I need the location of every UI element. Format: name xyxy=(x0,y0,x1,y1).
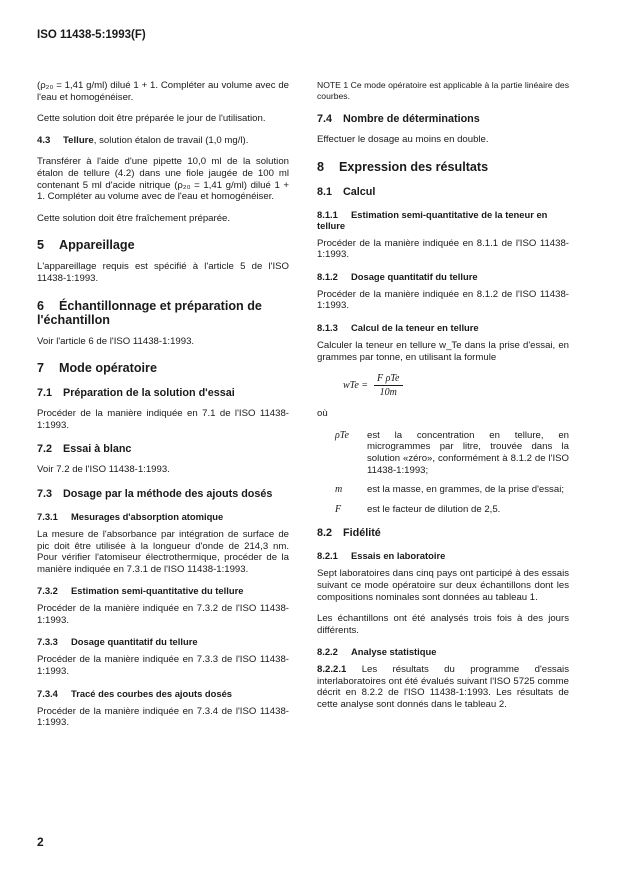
page-number: 2 xyxy=(37,835,44,849)
paragraph: Les échantillons ont été analysés trois fois à des jours différents. xyxy=(317,613,569,636)
formula-numerator: F ρTe xyxy=(374,373,403,386)
formula-fraction xyxy=(374,373,403,398)
heading-6: 6 Échantillonnage et préparation de l'échantillon xyxy=(37,298,262,327)
clause-text: Les résultats du programme d'essais interlaboratoires ont été évalués suivant l'ISO 5725 comme décrit en 8.2.2 de l'ISO 11438-1:1993. Les résultats de cette analyse sont donnés dans le tableau 2. xyxy=(317,664,569,711)
formula-lhs: wTe = xyxy=(343,380,368,392)
heading-7-1: 7.1 Préparation de la solution d'essai xyxy=(37,387,235,400)
heading-7: 7 Mode opératoire xyxy=(37,361,157,376)
note-1: NOTE 1 Ce mode opératoire est applicable à la partie linéaire des courbes. xyxy=(317,80,569,101)
heading-5: 5 Appareillage xyxy=(37,238,135,253)
paragraph: L'appareillage requis est spécifié à l'article 5 de l'ISO 11438-1:1993. xyxy=(37,261,289,284)
paragraph: (ρ₂₀ = 1,41 g/ml) dilué 1 + 1. Compléter au volume avec de l'eau et homogénéiser. xyxy=(37,80,289,103)
heading-7-2: 7.2 Essai à blanc xyxy=(37,443,132,456)
paragraph: Effectuer le dosage au moins en double. xyxy=(317,134,489,145)
definition-text: est la masse, en grammes, de la prise d'essai; xyxy=(367,484,564,496)
definition-text: est le facteur de dilution de 2,5. xyxy=(367,503,501,515)
heading-7-3-1: 7.3.1 Mesurages d'absorption atomique xyxy=(37,510,224,522)
heading-8-1-3: 8.1.3 Calcul de la teneur en tellure xyxy=(317,321,479,333)
paragraph: Procéder de la manière indiquée en 7.1 de l'ISO 11438-1:1993. xyxy=(37,408,289,431)
heading-8-2-2: 8.2.2 Analyse statistique xyxy=(317,646,437,658)
heading-7-3-2: 7.3.2 Estimation semi-quantitative du tellure xyxy=(37,585,244,597)
paragraph: Procéder de la manière indiquée en 7.3.2 de l'ISO 11438-1:1993. xyxy=(37,603,289,626)
definition-text: est la concentration en tellure, en microgrammes par litre, trouvée dans la solution «zéro», conformément à 8.1.2 de l'ISO 11438-1:1993; xyxy=(367,429,569,476)
definitions-list xyxy=(317,430,569,516)
definition-symbol: m xyxy=(335,484,343,496)
clause-number: 4.3 xyxy=(37,134,51,146)
document-id: ISO 11438-5:1993(F) xyxy=(37,29,146,41)
clause-4-3 xyxy=(37,135,289,147)
heading-8-2-1: 8.2.1 Essais en laboratoire xyxy=(317,550,446,562)
heading-7-4: 7.4 Nombre de déterminations xyxy=(317,113,480,125)
paragraph: Procéder de la manière indiquée en 8.1.2 de l'ISO 11438-1:1993. xyxy=(317,288,569,312)
clause-text: , solution étalon de travail (1,0 mg/l). xyxy=(93,134,249,146)
paragraph: Procéder de la manière indiquée en 7.3.4 de l'ISO 11438-1:1993. xyxy=(37,705,289,729)
paragraph: Cette solution doit être préparée le jour de l'utilisation. xyxy=(37,113,266,125)
heading-8-2: 8.2 Fidélité xyxy=(317,527,381,540)
definition-item xyxy=(317,484,569,496)
paragraph: Sept laboratoires dans cinq pays ont participé à des essais suivant ce mode opératoire sur deux échantillons dont les compositions nominales sont données au tableau 1. xyxy=(317,568,569,603)
where-label: où xyxy=(317,408,328,420)
heading-8-1: 8.1 Calcul xyxy=(317,185,376,198)
formula xyxy=(343,373,569,398)
definition-symbol: ρTe xyxy=(335,429,349,441)
left-column xyxy=(37,80,289,739)
paragraph: Voir 7.2 de l'ISO 11438-1:1993. xyxy=(37,464,170,476)
heading-8-1-1: 8.1.1 Estimation semi-quantitative de la teneur en tellure xyxy=(317,208,548,231)
definition-item xyxy=(317,430,569,476)
heading-8-1-2: 8.1.2 Dosage quantitatif du tellure xyxy=(317,270,478,282)
paragraph: Calculer la teneur en tellure w_Te dans la prise d'essai, en grammes par tonne, en utilisant la formule xyxy=(317,339,569,363)
clause-number: 8.2.2.1 xyxy=(317,664,347,676)
clause-term: Tellure xyxy=(63,134,94,146)
paragraph: Transférer à l'aide d'une pipette 10,0 ml de la solution étalon de tellure (4.2) dans une fiole jaugée de 100 ml contenant 5 ml d'acide nitrique (ρ₂₀ = 1,41 g/ml) dilué 1 + 1. Compléter au volume avec de l'eau et homogénéiser. xyxy=(37,156,289,203)
heading-7-3: 7.3 Dosage par la méthode des ajouts dosés xyxy=(37,487,273,500)
heading-8: 8 Expression des résultats xyxy=(317,159,489,174)
heading-7-3-3: 7.3.3 Dosage quantitatif du tellure xyxy=(37,636,198,648)
right-column xyxy=(317,80,569,721)
paragraph: Procéder de la manière indiquée en 7.3.3 de l'ISO 11438-1:1993. xyxy=(37,654,289,678)
paragraph: Cette solution doit être fraîchement préparée. xyxy=(37,212,231,224)
paragraph: Procéder de la manière indiquée en 8.1.1 de l'ISO 11438-1:1993. xyxy=(317,237,569,261)
paragraph: Voir l'article 6 de l'ISO 11438-1:1993. xyxy=(37,335,195,347)
paragraph: La mesure de l'absorbance par intégration de surface de pic doit être utilisée à la longueur d'onde de 214,3 nm. Pour vérifier l'atomiseur électrothermique, procéder de la manière indiquée en 7.3.1 de l'ISO 11438-1:1993. xyxy=(37,528,289,575)
definition-item xyxy=(317,504,569,516)
clause-8-2-2-1 xyxy=(317,664,569,710)
heading-7-3-4: 7.3.4 Tracé des courbes des ajouts dosés xyxy=(37,687,233,699)
definition-symbol: F xyxy=(335,503,342,515)
formula-denominator: 10m xyxy=(379,387,397,399)
